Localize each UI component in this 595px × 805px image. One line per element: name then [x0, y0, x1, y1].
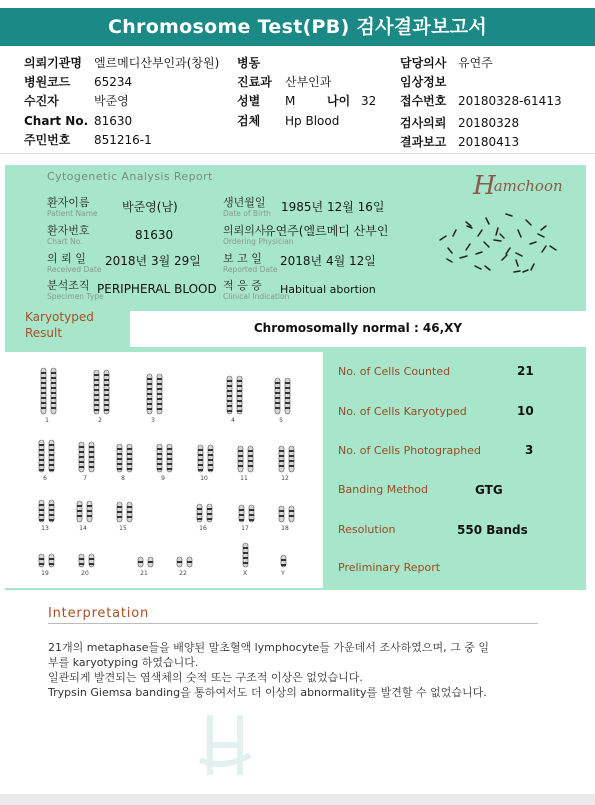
chromosome-pair-4 — [227, 376, 242, 414]
chromosome-label: 8 — [121, 475, 125, 482]
chromosome-pair-1 — [41, 368, 56, 414]
header-doctor — [400, 54, 493, 72]
chromosome-label: 19 — [41, 570, 49, 577]
chromosome-pair-21 — [138, 557, 153, 567]
chromosome-label: 5 — [279, 417, 283, 424]
chromosome-label: 15 — [119, 525, 127, 532]
karyotyped-result-label: Karyotyped Result — [25, 310, 94, 340]
header-label: 접수번호 — [400, 94, 447, 108]
cells-photographed-label: No. of Cells Photographed — [338, 444, 481, 457]
chromosome-pair-7 — [79, 442, 94, 472]
header-resident-no — [24, 131, 152, 149]
header-value: 박준영 — [94, 94, 129, 108]
report-title-bar: Chromosome Test(PB) 검사결과보고서 — [0, 8, 595, 46]
cells-counted-value: 21 — [517, 364, 534, 378]
hamchoon-logo: Hamchoon — [473, 171, 563, 201]
specimen-type-value: PERIPHERAL BLOOD — [97, 282, 217, 296]
header-sex — [237, 92, 296, 110]
chromosome-pair-14 — [77, 501, 92, 522]
resolution-label: Resolution — [338, 523, 396, 536]
chromosome-pair-22 — [177, 557, 192, 567]
chromosome-label: 9 — [161, 475, 165, 482]
cells-karyotyped-value: 10 — [517, 404, 534, 418]
chromosome-label: 7 — [83, 475, 87, 482]
banding-method-value: GTG — [475, 483, 503, 497]
header-label: 결과보고 — [400, 135, 447, 149]
header-label: 나이 — [327, 94, 351, 108]
chromosome-label: 1 — [45, 417, 49, 424]
chromosome-label: 10 — [200, 475, 208, 482]
karyogram — [5, 352, 323, 588]
field-sublabel: Specimen Type — [47, 292, 104, 301]
header-report-date — [400, 133, 520, 151]
chromosome-pair-Y — [281, 555, 286, 567]
header-label: Chart No. — [24, 114, 89, 128]
chromosome-pair-16 — [197, 504, 212, 522]
chromosome-label: 2 — [98, 417, 102, 424]
header-hospital — [24, 54, 220, 72]
chromosome-pair-13 — [39, 500, 54, 522]
header-age — [327, 92, 377, 110]
chromosome-label: 22 — [179, 570, 187, 577]
header-chart-no — [24, 112, 133, 130]
chromosome-pair-9 — [157, 444, 172, 472]
cytogenetic-report-panel — [5, 165, 586, 590]
cells-karyotyped-label: No. of Cells Karyotyped — [338, 405, 467, 418]
chromosome-pair-15 — [117, 502, 132, 522]
header-label: 담당의사 — [400, 56, 447, 70]
preliminary-report-label: Preliminary Report — [338, 561, 441, 574]
field-sublabel: Received Date — [47, 265, 102, 274]
footer-bar — [0, 794, 595, 805]
chromosome-label: 13 — [41, 525, 49, 532]
header-label: 병동 — [237, 56, 261, 70]
header-value: 32 — [361, 94, 377, 108]
chromosome-pair-5 — [275, 378, 290, 414]
chromosome-pair-2 — [94, 370, 109, 414]
chromosome-pair-18 — [279, 506, 294, 522]
karyotype-result-text: Chromosomally normal : 46,XY — [253, 321, 463, 335]
chromosome-pair-10 — [198, 445, 213, 472]
watermark-logo — [190, 705, 270, 785]
chart-no-value: 81630 — [135, 228, 174, 242]
header-value: 20180328 — [458, 116, 520, 130]
chromosome-pair-20 — [79, 554, 94, 567]
header-value: Hp Blood — [285, 114, 340, 128]
header-value: M — [285, 94, 296, 108]
chromosome-pair-3 — [147, 374, 162, 414]
field-sublabel: Reported Date — [223, 265, 278, 274]
field-sublabel: Chart No. — [47, 237, 83, 246]
header-label: 검체 — [237, 114, 261, 128]
header-label: 성별 — [237, 94, 261, 108]
field-label: 생년월일 — [223, 196, 266, 209]
metaphase-spread-image — [420, 200, 570, 285]
field-label: 의 뢰 일 — [47, 252, 86, 265]
field-label: 보 고 일 — [223, 252, 262, 265]
chromosome-label: 21 — [140, 570, 148, 577]
header-value: 81630 — [94, 114, 133, 128]
field-label: 환자번호 — [47, 224, 90, 237]
header-value: 20180328-61413 — [458, 94, 562, 108]
field-sublabel: Ordering Physician — [223, 237, 294, 246]
header-label: 진료과 — [237, 75, 272, 89]
patient-name-value: 박준영(남) — [122, 200, 178, 214]
interpretation-title: Interpretation — [48, 606, 149, 621]
header-label: 검사의뢰 — [400, 116, 447, 130]
cells-counted-label: No. of Cells Counted — [338, 365, 451, 378]
report-subtitle: Cytogenetic Analysis Report — [47, 170, 213, 183]
field-label: 의뢰의사 — [223, 224, 266, 237]
header-value: 65234 — [94, 75, 133, 89]
physician-value: 유연주(엘르메디 산부인 — [264, 224, 389, 238]
chromosome-pair-6 — [39, 440, 54, 472]
field-sublabel: Clinical Indication — [223, 292, 290, 301]
interpretation-line: Trypsin Giemsa banding을 통하여서도 더 이상의 abnormality를 발견할 수 없었습니다. — [48, 686, 487, 699]
header-value: 20180413 — [458, 135, 520, 149]
header-patient — [24, 92, 129, 110]
chromosome-label: 11 — [240, 475, 248, 482]
resolution-value: 550 Bands — [457, 523, 528, 537]
chromosome-label: 17 — [241, 525, 249, 532]
field-label: 환자이름 — [47, 196, 90, 209]
field-label: 적 응 증 — [223, 279, 262, 292]
header-label: 의뢰기관명 — [24, 56, 82, 70]
header-label: 임상정보 — [400, 75, 447, 89]
interpretation-line: 21개의 metaphase들을 배양된 말초혈액 lymphocyte들 가운데서 조사하였으며, 그 중 일 — [48, 641, 489, 654]
header-clinical-info — [400, 73, 446, 91]
chromosome-label: Y — [281, 570, 285, 577]
chromosome-label: X — [242, 570, 248, 577]
header-value: 유연주 — [458, 56, 493, 70]
header-ward — [237, 54, 260, 72]
header-hospital-code — [24, 73, 133, 91]
interpretation-divider — [48, 623, 538, 624]
chromosome-label: 14 — [79, 525, 87, 532]
header-specimen — [237, 112, 340, 130]
chromosome-label: 3 — [151, 417, 155, 424]
interpretation-line: 부를 karyotyping 하였습니다. — [48, 656, 199, 669]
chromosome-pair-19 — [39, 554, 54, 567]
field-label: 분석조직 — [47, 279, 90, 292]
header-label: 병원코드 — [24, 75, 71, 89]
chromosome-label: 12 — [281, 475, 289, 482]
field-sublabel: Date of Birth — [223, 209, 271, 218]
chromosome-pair-12 — [279, 446, 294, 472]
header-receipt-no — [400, 92, 562, 110]
chromosome-label: 16 — [199, 525, 207, 532]
chromosome-label: 4 — [231, 417, 235, 424]
indication-value: Habitual abortion — [280, 283, 376, 296]
header-label: 수진자 — [24, 94, 59, 108]
cells-photographed-value: 3 — [525, 443, 534, 457]
field-sublabel: Patient Name — [47, 209, 98, 218]
chromosome-pair-11 — [238, 446, 253, 472]
chromosome-pair-X — [243, 543, 248, 567]
result-box — [130, 311, 586, 347]
banding-method-label: Banding Method — [338, 483, 429, 496]
received-date-value: 2018년 3월 29일 — [105, 254, 201, 268]
interpretation-text — [48, 640, 548, 700]
header-label: 주민번호 — [24, 133, 71, 147]
header-divider — [0, 153, 595, 154]
header-value: 엘르메디산부인과(창원) — [94, 56, 220, 70]
header-value: 산부인과 — [285, 75, 332, 89]
interpretation-line: 일관되게 발견되는 염색체의 숫적 또는 구조적 이상은 없었습니다. — [48, 671, 363, 684]
header-department — [237, 73, 332, 91]
chromosome-pair-8 — [117, 444, 132, 472]
chromosome-pair-17 — [239, 505, 254, 522]
chromosome-label: 20 — [81, 570, 89, 577]
reported-date-value: 2018년 4월 12일 — [280, 254, 376, 268]
chromosome-label: 18 — [281, 525, 289, 532]
header-request-date — [400, 114, 520, 132]
dob-value: 1985년 12월 16일 — [281, 200, 385, 214]
header-value: 851216-1 — [94, 133, 152, 147]
chromosome-label: 6 — [43, 475, 47, 482]
